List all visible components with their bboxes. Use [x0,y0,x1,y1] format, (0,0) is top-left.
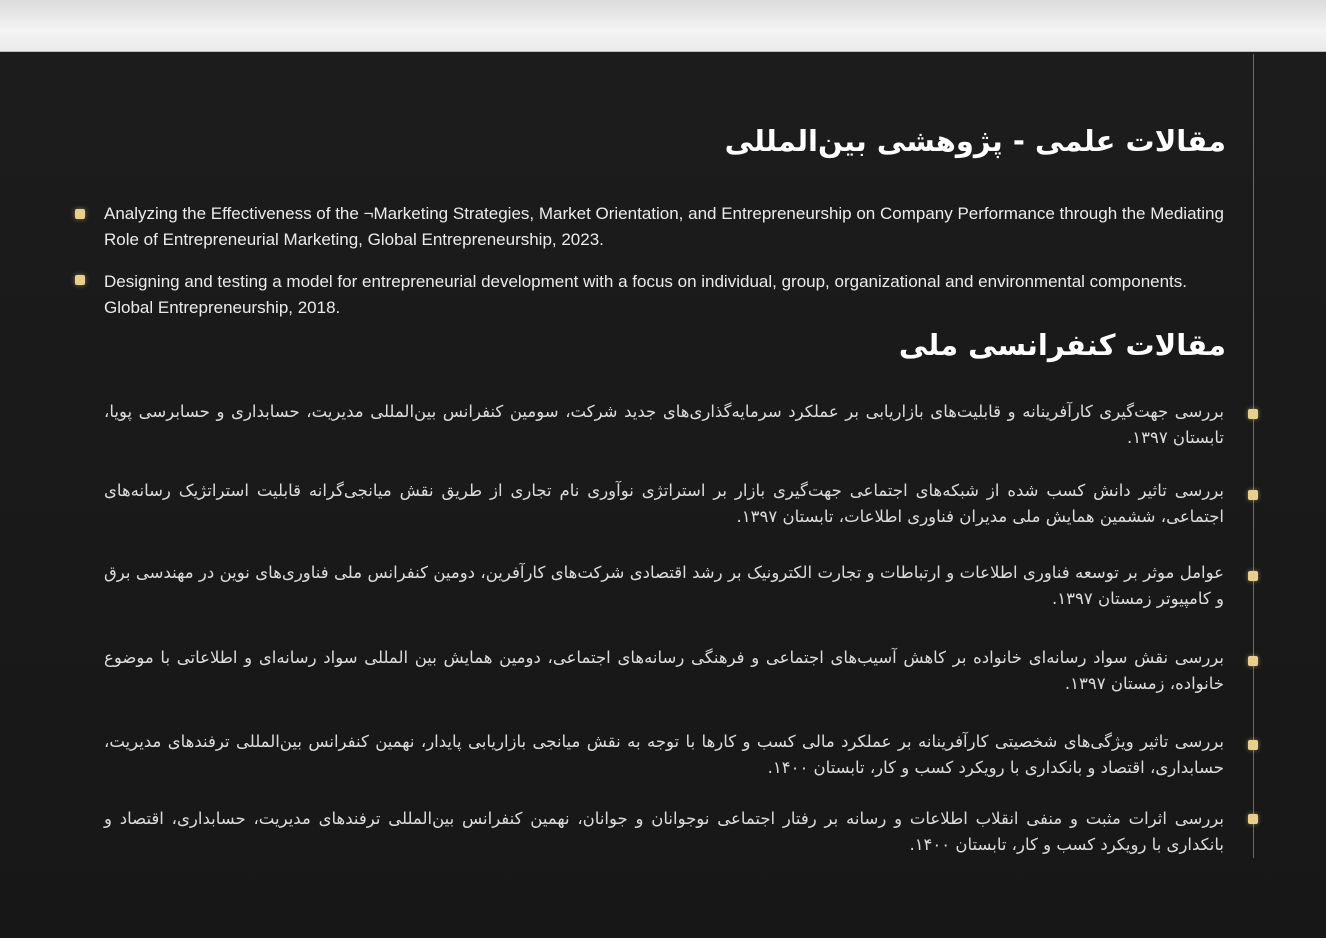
bullet-icon [75,275,85,285]
bullet-icon [1248,571,1258,581]
list-item: Designing and testing a model for entrepreneurial development with a focus on individual, group, organizational and environmental components. Global Entrepreneurship, 2018. [104,272,1188,317]
bullet-icon [1248,740,1258,750]
list-item: Analyzing the Effectiveness of the ¬Marketing Strategies, Market Orientation, and Entrepreneurship on Company Performance through the Mediating Role of Entrepreneurial Marketing, Global Entrepreneurship, 2023. [104,204,1224,249]
timeline-line [1253,54,1254,858]
bullet-icon [75,209,85,219]
list-item: عوامل موثر بر توسعه فناوری اطلاعات و ارتباطات و تجارت الکترونیک بر رشد اقتصادی شرکت‌های کارآفرین، دومین کنفرانس ملی فناوری‌های نوین در مهندسی برق و کامپیوتر زمستان ۱۳۹۷. [104,563,1224,608]
bullet-icon [1248,490,1258,500]
national-section-title: مقالات کنفرانسی ملی [898,328,1226,362]
international-section-title: مقالات علمی - پژوهشی بین‌المللی [724,124,1226,158]
bullet-icon [1248,656,1258,666]
bullet-icon [1248,409,1258,419]
list-item: بررسی نقش سواد رسانه‌ای خانواده بر کاهش آسیب‌های اجتماعی و فرهنگی رسانه‌های اجتماعی، دومین همایش بین المللی سواد رسانه‌ای و اطلاعاتی با موضوع خانواده، زمستان ۱۳۹۷. [104,648,1224,693]
list-item: بررسی تاثیر دانش کسب شده از شبکه‌های اجتماعی جهت‌گیری بازار بر استراتژی نوآوری نام تجاری از طریق نقش میانجی‌گرانه قابلیت استراتژیک رسانه‌های اجتماعی، ششمین همایش ملی مدیران فناوری اطلاعات، تابستان ۱۳۹۷. [104,481,1224,526]
list-item: بررسی اثرات مثبت و منفی انقلاب اطلاعات و رسانه بر رفتار اجتماعی نوجوانان و جوانان، نهمین کنفرانس بین‌المللی ترفندهای مدیریت، حسابداری، اقتصاد و بانکداری با رویکرد کسب و کار، تابستان ۱۴۰۰. [104,809,1224,854]
bullet-icon [1248,814,1258,824]
list-item: بررسی جهت‌گیری کارآفرینانه و قابلیت‌های بازاریابی بر عملکرد سرمایه‌گذاری‌های جدید شرکت، سومین کنفرانس بین‌المللی مدیریت، حسابداری و حسابرسی پویا، تابستان ۱۳۹۷. [104,402,1224,447]
top-bar [0,0,1326,52]
list-item: بررسی تاثیر ویژگی‌های شخصیتی کارآفرینانه بر عملکرد مالی کسب و کارها با توجه به نقش میانجی بازاریابی پایدار، نهمین کنفرانس بین‌المللی ترفندهای مدیریت، حسابداری، اقتصاد و بانکداری با رویکرد کسب و کار، تابستان ۱۴۰۰. [104,732,1224,777]
